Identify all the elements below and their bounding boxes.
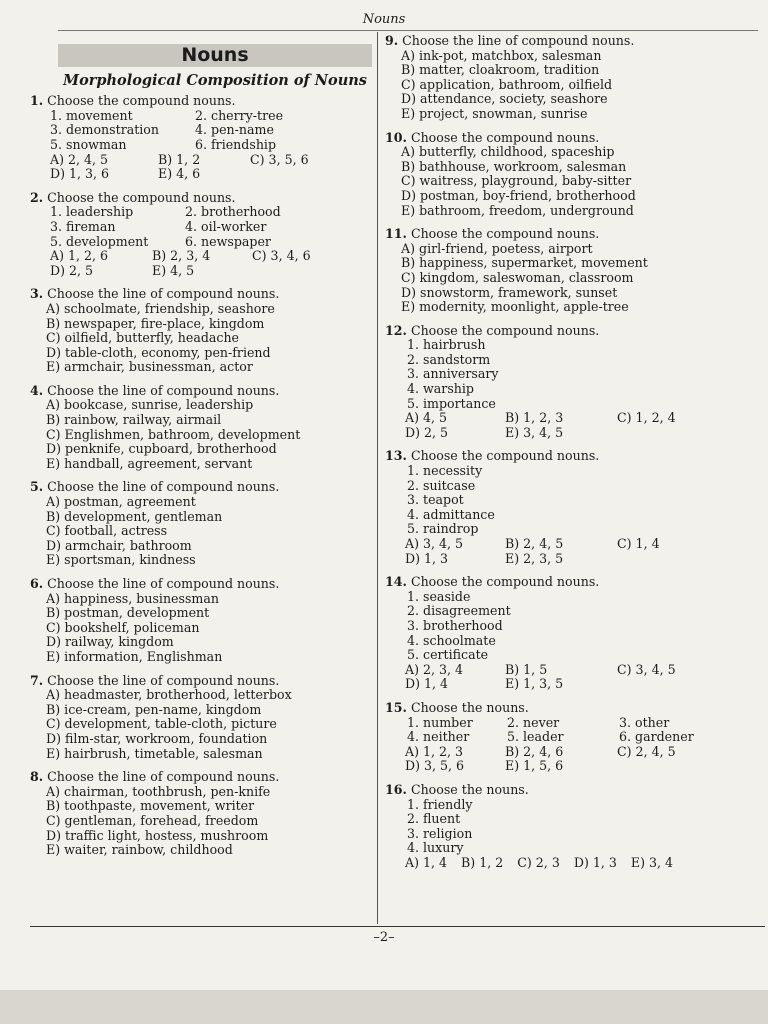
right-column xyxy=(385,32,763,870)
answer-option: C) 2, 3 xyxy=(517,854,560,870)
question-number: 2. xyxy=(30,189,44,205)
item: 4. admittance xyxy=(407,506,495,522)
answer-option: A) 4, 5 xyxy=(405,410,448,426)
answer-option: D) 1, 3 xyxy=(573,854,617,870)
answer-option: D) 1, 3 xyxy=(405,550,449,566)
item: 3. fireman xyxy=(50,218,116,234)
question-stem: Choose the compound nouns. xyxy=(47,93,236,109)
item: 6. gardener xyxy=(619,729,694,745)
question-stem: Choose the compound nouns. xyxy=(410,448,600,464)
answer-option: E) hairbrush, timetable, salesman xyxy=(46,745,263,761)
item: 2. sandstorm xyxy=(407,351,491,367)
question-stem: Choose the line of compound nouns. xyxy=(402,33,635,48)
answer-option: B) 1, 2, 3 xyxy=(505,410,564,426)
item: 3. other xyxy=(619,714,670,730)
answer-option: D) traffic light, hostess, mushroom xyxy=(46,827,269,843)
answer-option: D) snowstorm, framework, sunset xyxy=(401,284,618,300)
item: 3. teapot xyxy=(407,492,464,508)
question-number: 12. xyxy=(385,322,407,338)
question-stem: Choose the compound nouns. xyxy=(47,189,236,205)
answer-option: D) 2, 5 xyxy=(405,424,449,440)
item: 1. friendly xyxy=(407,796,473,812)
answer-option: B) matter, cloakroom, tradition xyxy=(401,62,600,78)
item: 2. suitcase xyxy=(407,477,476,493)
answer-option: B) development, gentleman xyxy=(46,508,223,524)
item: 3. anniversary xyxy=(407,366,499,382)
question-number: 4. xyxy=(30,382,44,398)
answer-option: C) 3, 4, 6 xyxy=(252,248,311,264)
question-stem: Choose the compound nouns. xyxy=(410,574,600,590)
item: 2. brotherhood xyxy=(185,204,281,220)
answer-option: B) 1, 2 xyxy=(158,151,201,167)
answer-option: E) modernity, moonlight, apple-tree xyxy=(401,299,629,315)
question-number: 15. xyxy=(385,699,407,715)
section-subtitle: Morphological Composition of Nouns xyxy=(63,71,367,89)
question-stem: Choose the line of compound nouns. xyxy=(47,382,280,398)
answer-option: D) railway, kingdom xyxy=(46,634,174,650)
item: 3. brotherhood xyxy=(407,617,503,633)
answer-option: E) 3, 4, 5 xyxy=(505,424,564,440)
answer-option: C) 3, 5, 6 xyxy=(250,151,309,167)
question-5 xyxy=(30,480,372,568)
running-head: Nouns xyxy=(362,12,406,27)
question-number: 6. xyxy=(30,576,44,591)
item: 1. movement xyxy=(50,107,133,123)
answer-option: B) bathhouse, workroom, salesman xyxy=(401,158,627,174)
question-6 xyxy=(30,577,372,665)
item: 4. warship xyxy=(407,381,474,397)
question-number: 5. xyxy=(30,479,44,495)
item: 6. friendship xyxy=(195,136,277,152)
answer-option: B) postman, development xyxy=(46,605,210,621)
answer-option: C) 3, 4, 5 xyxy=(617,661,676,677)
answer-option: D) table-cloth, economy, pen-friend xyxy=(46,344,271,360)
question-stem: Choose the line of compound nouns. xyxy=(47,672,280,688)
item: 4. luxury xyxy=(407,840,464,856)
answer-option: E) project, snowman, sunrise xyxy=(401,105,588,121)
item: 5. snowman xyxy=(50,136,127,152)
item: 5. raindrop xyxy=(407,521,479,537)
answer-option: E) 1, 5, 6 xyxy=(505,758,564,774)
question-11 xyxy=(385,227,763,315)
item: 2. cherry-tree xyxy=(195,107,284,123)
question-number: 8. xyxy=(30,769,44,785)
question-9 xyxy=(385,34,763,122)
answer-option: B) 1, 2 xyxy=(461,854,504,870)
question-number: 13. xyxy=(385,448,407,464)
answer-option: C) bookshelf, policeman xyxy=(46,619,200,635)
answer-option: A) chairman, toothbrush, pen-knife xyxy=(46,783,271,799)
question-4 xyxy=(30,384,372,472)
question-10 xyxy=(385,131,763,219)
question-number: 14. xyxy=(385,574,407,590)
item: 4. oil-worker xyxy=(185,218,267,234)
question-3 xyxy=(30,287,372,375)
question-stem: Choose the compound nouns. xyxy=(410,129,600,145)
answer-option: A) 3, 4, 5 xyxy=(405,536,464,551)
item: 5. development xyxy=(50,233,149,249)
answer-option: A) postman, agreement xyxy=(46,494,196,510)
answer-option: C) football, actress xyxy=(46,523,168,539)
answer-option: D) armchair, bathroom xyxy=(46,537,192,553)
answer-option: E) information, Englishman xyxy=(46,648,223,664)
question-number: 9. xyxy=(385,33,399,48)
answer-option: A) 2, 4, 5 xyxy=(50,151,109,167)
answer-option: A) headmaster, brotherhood, letterbox xyxy=(46,687,292,703)
answer-option: A) 1, 2, 6 xyxy=(50,248,109,264)
item: 4. neither xyxy=(407,729,470,745)
answer-option: D) attendance, society, seashore xyxy=(401,91,608,107)
question-stem: Choose the line of compound nouns. xyxy=(47,769,280,785)
answer-option: C) development, table-cloth, picture xyxy=(46,716,277,732)
question-stem: Choose the line of compound nouns. xyxy=(47,576,280,591)
item: 6. newspaper xyxy=(185,233,271,249)
question-number: 1. xyxy=(30,93,44,109)
question-15 xyxy=(385,701,763,774)
question-8 xyxy=(30,770,372,858)
answer-option: E) 4, 6 xyxy=(158,166,201,182)
answer-option: A) 1, 4 xyxy=(405,854,448,870)
item: 1. hairbrush xyxy=(407,337,486,353)
item: 1. necessity xyxy=(407,463,483,479)
answer-option: B) 1, 5 xyxy=(505,661,548,677)
header-rule xyxy=(58,30,758,31)
answer-option: E) bathroom, freedom, underground xyxy=(401,202,634,218)
answer-option: E) armchair, businessman, actor xyxy=(46,359,253,375)
answer-option: C) Englishmen, bathroom, development xyxy=(46,426,301,442)
answer-option: C) 1, 2, 4 xyxy=(617,410,676,426)
item: 2. never xyxy=(507,714,560,730)
answer-option: E) handball, agreement, servant xyxy=(46,455,253,471)
item: 4. schoolmate xyxy=(407,632,496,648)
question-number: 3. xyxy=(30,286,44,302)
answer-option: E) 2, 3, 5 xyxy=(505,550,564,566)
question-16 xyxy=(385,783,763,871)
answer-option: D) 1, 4 xyxy=(405,676,449,692)
answer-option: C) oilfield, butterfly, headache xyxy=(46,330,240,346)
answer-option: D) 1, 3, 6 xyxy=(50,166,110,182)
question-number: 16. xyxy=(385,781,407,797)
answer-option: B) newspaper, fire-place, kingdom xyxy=(46,315,265,331)
question-12 xyxy=(385,324,763,441)
question-stem: Choose the nouns. xyxy=(410,781,529,797)
page-title: Nouns xyxy=(58,44,372,67)
answer-option: A) bookcase, sunrise, leadership xyxy=(46,397,254,413)
answer-option: D) 3, 5, 6 xyxy=(405,758,465,774)
answer-option: C) kingdom, saleswoman, classroom xyxy=(401,269,634,285)
answer-option: B) toothpaste, movement, writer xyxy=(46,798,255,814)
answer-option: E) waiter, rainbow, childhood xyxy=(46,842,233,858)
question-stem: Choose the compound nouns. xyxy=(410,322,600,338)
item: 3. demonstration xyxy=(50,122,160,138)
answer-option: B) happiness, supermarket, movement xyxy=(401,255,648,271)
answer-option: C) 2, 4, 5 xyxy=(617,743,676,759)
answer-option: E) 3, 4 xyxy=(630,854,674,870)
answer-option: A) 1, 2, 3 xyxy=(405,743,464,759)
answer-option: D) penknife, cupboard, brotherhood xyxy=(46,441,277,457)
footer-rule xyxy=(30,926,765,927)
answer-option: A) 2, 3, 4 xyxy=(405,661,464,677)
answer-option: A) ink-pot, matchbox, salesman xyxy=(401,47,602,63)
answer-option: E) 1, 3, 5 xyxy=(505,676,564,692)
question-13 xyxy=(385,449,763,566)
page-number: –2– xyxy=(373,930,395,945)
answer-option: C) 1, 4 xyxy=(617,536,660,551)
answer-option: D) film-star, workroom, foundation xyxy=(46,730,268,746)
answer-option: C) waitress, playground, baby-sitter xyxy=(401,173,632,189)
answer-option: C) gentleman, forehead, freedom xyxy=(46,812,259,828)
answer-option: E) 4, 5 xyxy=(152,262,195,278)
question-stem: Choose the nouns. xyxy=(410,699,529,715)
answer-option: A) girl-friend, poetess, airport xyxy=(401,240,593,256)
question-7 xyxy=(30,674,372,762)
column-divider xyxy=(377,32,378,924)
item: 5. leader xyxy=(507,729,564,745)
question-14 xyxy=(385,575,763,692)
question-1 xyxy=(30,94,372,182)
answer-option: A) happiness, businessman xyxy=(46,590,219,606)
answer-option: D) postman, boy-friend, brotherhood xyxy=(401,187,636,203)
item: 1. seaside xyxy=(407,588,471,604)
left-column xyxy=(30,32,372,858)
item: 5. certificate xyxy=(407,647,489,663)
item: 1. number xyxy=(407,714,473,730)
answer-option: B) 2, 3, 4 xyxy=(152,248,211,264)
answer-option: A) butterfly, childhood, spaceship xyxy=(401,144,615,160)
question-number: 7. xyxy=(30,672,44,688)
item: 5. importance xyxy=(407,395,496,411)
answer-option: D) 2, 5 xyxy=(50,262,94,278)
question-number: 11. xyxy=(385,226,407,242)
question-stem: Choose the line of compound nouns. xyxy=(47,479,280,495)
question-2 xyxy=(30,191,372,279)
item: 2. disagreement xyxy=(407,603,511,619)
answer-option: B) rainbow, railway, airmail xyxy=(46,412,222,428)
answer-option: B) 2, 4, 5 xyxy=(505,536,564,551)
answer-option: B) 2, 4, 6 xyxy=(505,743,564,759)
item: 4. pen-name xyxy=(195,122,274,138)
answer-option: E) sportsman, kindness xyxy=(46,552,196,568)
question-number: 10. xyxy=(385,129,407,145)
answer-option: A) schoolmate, friendship, seashore xyxy=(46,300,275,316)
item: 2. fluent xyxy=(407,811,461,827)
item: 3. religion xyxy=(407,825,473,841)
answer-option: C) application, bathroom, oilfield xyxy=(401,76,613,92)
item: 1. leadership xyxy=(50,204,134,220)
answer-option: B) ice-cream, pen-name, kingdom xyxy=(46,701,262,717)
question-stem: Choose the line of compound nouns. xyxy=(47,286,280,302)
question-stem: Choose the compound nouns. xyxy=(410,226,600,242)
